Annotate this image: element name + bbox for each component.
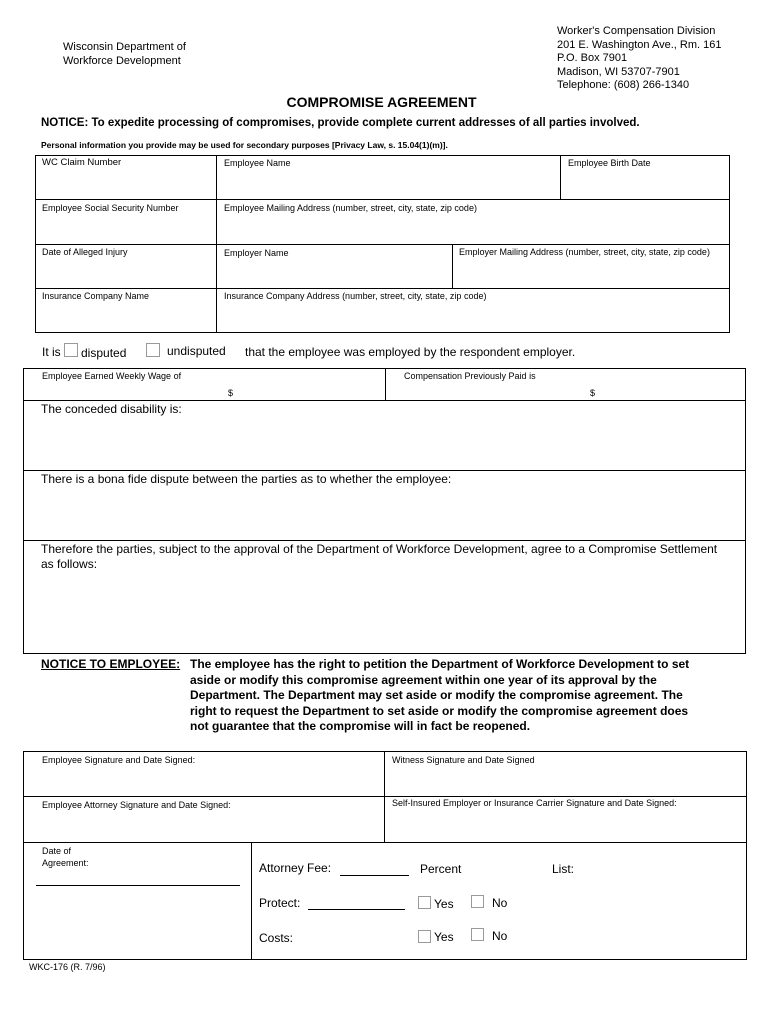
costs-label: Costs:	[259, 931, 294, 945]
division-line-5: Telephone: (608) 266-1340	[557, 79, 690, 92]
section-divider	[385, 368, 386, 400]
division-line-1: Worker's Compensation Division	[557, 25, 716, 37]
witness-signature-field[interactable]: Witness Signature and Date Signed	[392, 755, 535, 765]
date-of-injury-field[interactable]: Date of Alleged Injury	[42, 247, 128, 257]
protect-label: Protect:	[259, 896, 301, 910]
signature-divider	[23, 842, 747, 843]
employment-prefix: It is	[42, 345, 61, 359]
employee-notice-line: not guarantee that the compromise will in fact be reopened.	[190, 719, 531, 733]
grid-divider	[35, 288, 730, 289]
comp-paid-label: Compensation Previously Paid is	[404, 371, 536, 381]
employee-mailing-address-field[interactable]: Employee Mailing Address (number, street, city, state, zip code)	[224, 203, 477, 213]
list-label: List:	[552, 862, 575, 876]
protect-yes-label: Yes	[434, 897, 454, 911]
bona-fide-dispute-field[interactable]: There is a bona fide dispute between the parties as to whether the employee:	[41, 472, 452, 486]
agency-line-1: Wisconsin Department of	[63, 41, 186, 53]
agency-line-2: Workforce Development	[63, 55, 181, 67]
protect-yes-checkbox[interactable]	[418, 896, 431, 909]
protect-no-label: No	[492, 896, 508, 910]
costs-yes-label: Yes	[434, 930, 454, 944]
costs-no-label: No	[492, 929, 508, 943]
weekly-wage-field[interactable]: $	[228, 388, 234, 398]
grid-divider	[560, 155, 561, 199]
signature-grid	[23, 751, 747, 960]
division-line-2: 201 E. Washington Ave., Rm. 161	[557, 38, 722, 51]
employee-notice-heading: NOTICE TO EMPLOYEE:	[41, 657, 181, 671]
attorney-fee-label: Attorney Fee:	[259, 861, 332, 875]
wc-claim-number-field[interactable]: WC Claim Number	[42, 157, 122, 168]
signature-divider	[384, 751, 385, 842]
comp-paid-field[interactable]: $	[590, 388, 596, 398]
form-number: WKC-176 (R. 7/96)	[29, 962, 106, 972]
percent-label: Percent	[420, 862, 462, 876]
employee-birth-date-field[interactable]: Employee Birth Date	[568, 158, 651, 168]
costs-yes-checkbox[interactable]	[418, 930, 431, 943]
undisputed-checkbox[interactable]	[146, 343, 160, 357]
undisputed-label: undisputed	[167, 344, 226, 358]
section-divider	[23, 470, 746, 471]
employee-notice-line: The employee has the right to petition the Department of Workforce Development to set	[190, 657, 690, 671]
employee-ssn-field[interactable]: Employee Social Security Number	[42, 203, 179, 213]
disputed-label: disputed	[81, 346, 127, 360]
settlement-terms-field[interactable]: Therefore the parties, subject to the approval of the Department of Workforce Development, agree to a Compromise Settlement as follows:	[41, 542, 718, 571]
address-notice: NOTICE: To expedite processing of compromises, provide complete current addresses of all parties involved.	[41, 117, 640, 129]
employee-attorney-signature-field[interactable]: Employee Attorney Signature and Date Signed:	[42, 800, 231, 810]
grid-divider	[35, 244, 730, 245]
employee-notice-line: right to request the Department to set aside or modify the compromise agreement does	[190, 703, 689, 718]
insurance-company-address-field[interactable]: Insurance Company Address (number, street, city, state, zip code)	[224, 291, 487, 301]
weekly-wage-label: Employee Earned Weekly Wage of	[42, 371, 182, 381]
page-title: COMPROMISE AGREEMENT	[286, 94, 477, 110]
employee-name-field[interactable]: Employee Name	[224, 158, 291, 168]
employee-notice-line: Department. The Department may set aside or modify the compromise agreement. The	[190, 688, 683, 702]
grid-divider	[35, 199, 730, 200]
employer-mailing-address-field[interactable]: Employer Mailing Address (number, street, city, state, zip code)	[459, 247, 710, 257]
insurer-signature-field[interactable]: Self-Insured Employer or Insurance Carrier Signature and Date Signed:	[392, 798, 677, 808]
conceded-disability-field[interactable]: The conceded disability is:	[41, 402, 182, 416]
division-line-3: P.O. Box 7901	[557, 52, 628, 65]
protect-no-checkbox[interactable]	[471, 895, 484, 908]
protect-input[interactable]	[308, 909, 405, 910]
employment-suffix: that the employee was employed by the respondent employer.	[245, 345, 576, 359]
attorney-fee-input[interactable]	[340, 875, 409, 876]
disputed-checkbox[interactable]	[64, 343, 78, 357]
employee-signature-field[interactable]: Employee Signature and Date Signed:	[42, 755, 196, 765]
signature-divider	[251, 842, 252, 960]
agency-name	[63, 40, 186, 68]
privacy-notice: Personal information you provide may be used for secondary purposes [Privacy Law, s. 15.04(1)(m)].	[41, 140, 448, 150]
date-of-agreement-label: Date of Agreement:	[42, 846, 89, 868]
division-address	[557, 25, 721, 93]
division-line-4: Madison, WI 53707-7901	[557, 65, 680, 78]
employee-notice-line: aside or modify this compromise agreement within one year of its approval by the	[190, 672, 657, 687]
employer-name-field[interactable]: Employer Name	[224, 248, 289, 258]
grid-divider	[216, 155, 217, 333]
grid-divider	[452, 244, 453, 288]
date-of-agreement-input[interactable]	[36, 885, 240, 886]
costs-no-checkbox[interactable]	[471, 928, 484, 941]
employee-notice-text	[190, 657, 689, 735]
section-divider	[23, 540, 746, 541]
insurance-company-name-field[interactable]: Insurance Company Name	[42, 291, 150, 301]
signature-divider	[23, 796, 747, 797]
section-divider	[23, 400, 746, 401]
